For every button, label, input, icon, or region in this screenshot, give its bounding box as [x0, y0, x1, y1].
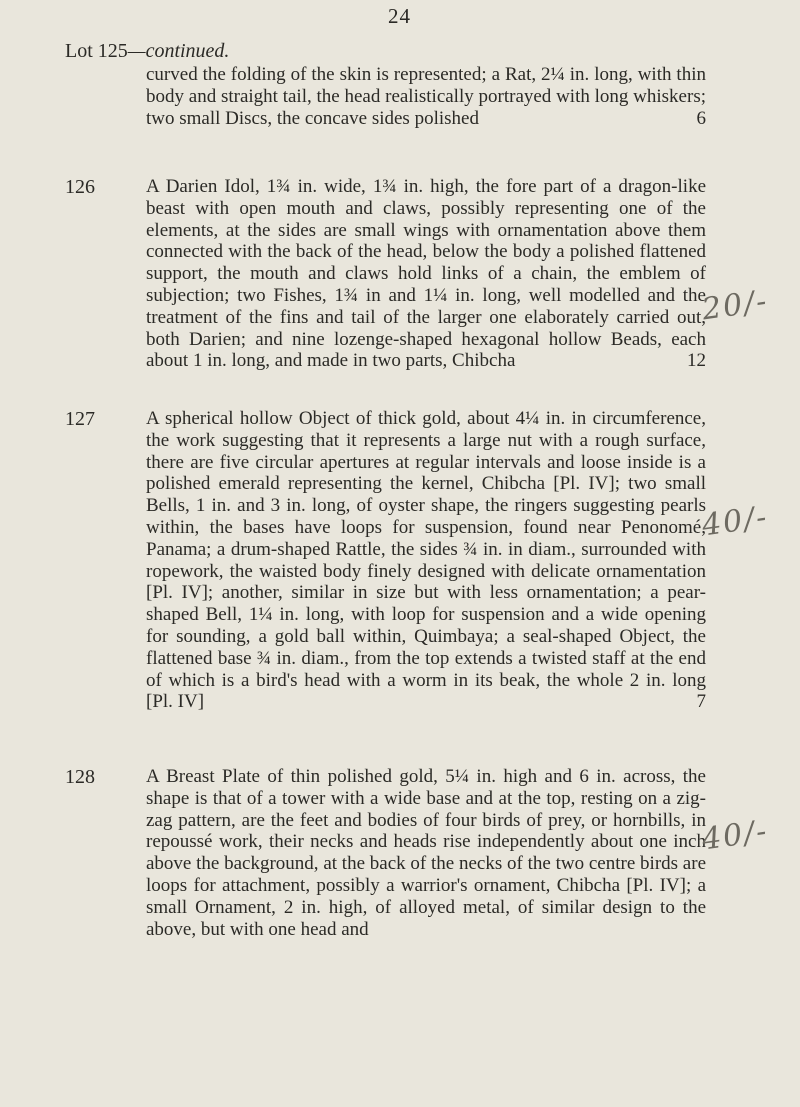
- lot-description: [146, 766, 706, 940]
- handwritten-price-note: 40/-: [699, 813, 771, 858]
- handwritten-price-note: 40/-: [699, 499, 771, 544]
- item-count: 6: [696, 107, 706, 129]
- lot-header-prefix: Lot 125: [65, 40, 128, 62]
- lot-description-text: A spherical hollow Object of thick gold, about 4¼ in. in circumference, the work suggesting that it represents a large nut with a rough surface, there are five circular apertures at regular intervals and loose inside is a polished emerald representing the kernel, Chibcha [Pl. IV]; two small Bells, 1 in. and 3 in. long, of oyster shape, the ringers suggesting pearls within, the bases have loops for suspension, found near Penonomé, Panama; a drum-shaped Rattle, the sides ¾ in. in diam., surrounded with ropework, the waisted body finely designed with delicate ornamentation [Pl. IV]; another, similar in size but with less ornamentation; a pear-shaped Bell, 1¼ in. long, with loop for suspension and a wide opening for sounding, a gold ball within, Quimbaya; a seal-shaped Object, the flattened base ¾ in. diam., from the top extends a twisted staff at the end of which is a bird's head with a worm in its beak, the whole 2 in. long [Pl. IV]: [146, 408, 706, 713]
- page-number: 24: [388, 4, 411, 28]
- item-count: 7: [696, 691, 706, 713]
- lot-header: [65, 40, 229, 63]
- lot-number: 127: [65, 408, 95, 430]
- lot-number: 128: [65, 766, 95, 788]
- lot-description-text: A Breast Plate of thin polished gold, 5¼ in. high and 6 in. across, the shape is that of a tower with a wide base and at the top, resting on a zig-zag pattern, are the feet and bodies of four birds of prey, or hornbills, in repoussé work, their necks and heads rise independently about one inch above the background, at the back of the necks of the two centre birds are loops for attachment, possibly a warrior's ornament, Chibcha [Pl. IV]; a small Ornament, 2 in. high, of alloyed metal, of similar design to the above, but with one head and: [146, 766, 706, 940]
- lot-description: [146, 408, 706, 713]
- lot-description-text: curved the folding of the skin is represented; a Rat, 2¼ in. long, with thin body and straight tail, the head realistically portrayed with long whiskers; two small Discs, the concave sides polished: [146, 64, 706, 129]
- lot-description-text: A Darien Idol, 1¾ in. wide, 1¾ in. high, the fore part of a dragon-like beast with open mouth and claws, possibly representing one of the elements, at the sides are small wings with ornamentation above them connected with the back of the head, below the body a polished flattened support, the mouth and claws hold links of a chain, the emblem of subjection; two Fishes, 1¾ in and 1¼ in. long, well modelled and the treatment of the fins and tail of the larger one elaborately carried out, both Darien; and nine lozenge-shaped hexagonal hollow Beads, each about 1 in. long, and made in two parts, Chibcha: [146, 176, 706, 372]
- lot-header-suffix: —continued.: [127, 40, 230, 62]
- lot-description: [146, 176, 706, 372]
- lot-number: 126: [65, 176, 95, 198]
- handwritten-price-note: 20/-: [699, 283, 771, 328]
- lot-description: [146, 64, 706, 129]
- item-count: 12: [687, 350, 706, 372]
